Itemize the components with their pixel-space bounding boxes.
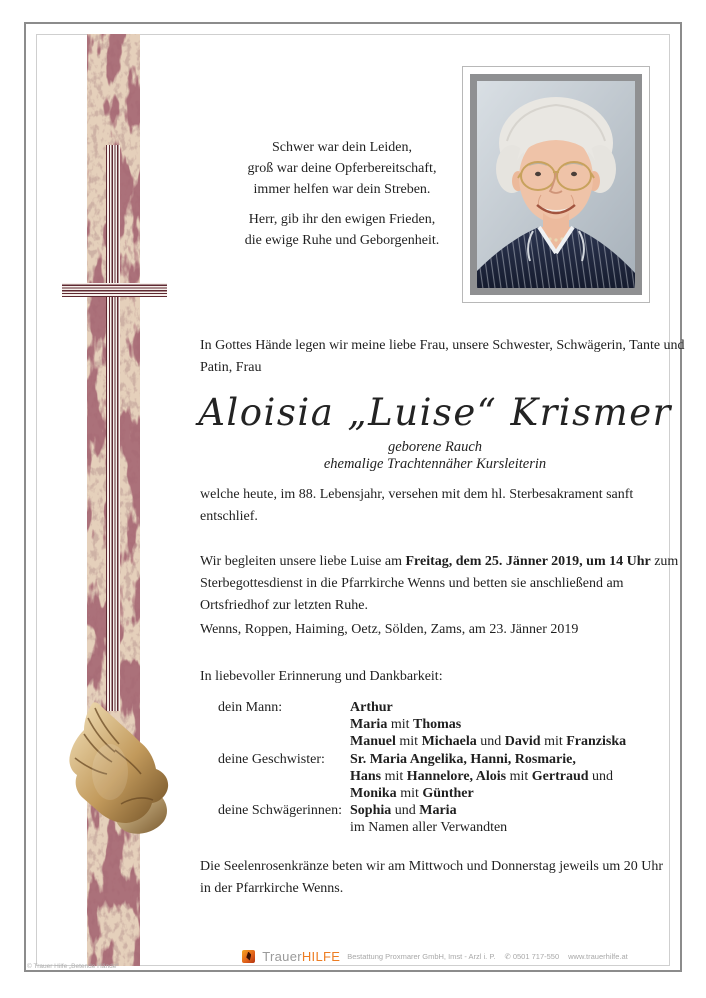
family-names: Sr. Maria Angelika, Hanni, Rosmarie, <box>350 751 576 767</box>
family-role-label <box>218 716 350 733</box>
trauerhilfe-logo-icon <box>242 950 255 963</box>
portrait-photo <box>462 66 650 303</box>
phone-number: 0501 717-550 <box>512 951 560 961</box>
family-names: Maria mit Thomas <box>350 717 462 733</box>
passing-text: welche heute, im 88. Lebensjahr, versehen mit dem hl. Sterbesakrament sanft entschlief. <box>200 487 634 524</box>
family-names: Monika mit Günther <box>350 786 474 802</box>
copyright-note: © Trauer Hilfe „Betende Hände“ <box>27 963 119 970</box>
footer-website: www.trauerhilfe.at <box>568 951 628 961</box>
intro-text: In Gottes Hände legen wir meine liebe Frau, unsere Schwester, Schwägerin, Tante und Patin, Frau <box>200 338 685 375</box>
maiden-name: geborene Rauch <box>387 439 483 455</box>
poem <box>232 137 452 251</box>
family-role-label: deine Schwägerinnen: <box>218 803 343 819</box>
poem-stanza-1: Schwer war dein Leiden, groß war deine Opferbereitschaft, immer helfen war dein Streben. <box>247 140 437 197</box>
family-row <box>218 716 673 733</box>
cross-horizontal-stripe <box>62 283 167 297</box>
places-date: Wenns, Roppen, Haiming, Oetz, Sölden, Zams, am 23. Jänner 2019 <box>200 622 579 637</box>
family-row <box>218 733 673 750</box>
family-role-label: dein Mann: <box>218 700 283 715</box>
deceased-name: Aloisia „Luise“ Krismer <box>198 391 672 434</box>
family-row <box>218 819 673 836</box>
trauerhilfe-logo <box>262 949 340 964</box>
footer-phone <box>504 952 559 961</box>
family-role-label <box>218 819 350 836</box>
family-row <box>218 699 673 716</box>
family-names: Hans mit Hannelore, Alois mit Gertraud und <box>350 768 614 784</box>
praying-hands-image <box>55 700 180 845</box>
family-row <box>218 768 673 785</box>
deceased-name-block <box>190 390 680 473</box>
remembrance-heading: In liebevoller Erinnerung und Dankbarkeit: <box>200 669 443 684</box>
footer-details <box>347 952 628 961</box>
poem-stanza-2: Herr, gib ihr den ewigen Frieden, die ewige Ruhe und Geborgenheit. <box>244 212 440 248</box>
cross-vertical-stripe <box>106 145 120 711</box>
family-role-label <box>218 768 350 785</box>
family-names: im Namen aller Verwandten <box>350 820 508 836</box>
footer <box>190 946 680 966</box>
family-row <box>218 802 673 819</box>
family-role-label <box>218 785 350 802</box>
rosary-text: Die Seelenrosenkränze beten wir am Mittwoch und Donnerstag jeweils um 20 Uhr in der Pfarrkirche Wenns. <box>200 859 664 896</box>
family-names: Arthur <box>350 700 393 715</box>
family-row <box>218 785 673 802</box>
family-names: Sophia und Maria <box>350 803 457 819</box>
brand-hilfe: HILFE <box>301 948 341 964</box>
brand-trauer: Trauer <box>262 948 302 964</box>
phone-icon: ✆ <box>504 951 511 961</box>
family-list <box>218 699 673 837</box>
photo-frame <box>470 74 642 295</box>
footer-company: Bestattung Proxmarer GmbH, Imst - Arzl i. P. <box>347 951 496 961</box>
funeral-text: Wir begleiten unsere liebe Luise am Freitag, dem 25. Jänner 2019, um 14 Uhr zum Sterbegottesdienst in die Pfarrkirche Wenns und betten sie anschließend am Ortsfriedhof zur letzten Ruhe. <box>200 554 679 613</box>
family-row <box>218 751 673 768</box>
profession: ehemalige Trachtennäher Kursleiterin <box>323 456 547 472</box>
family-role-label: deine Geschwister: <box>218 751 325 767</box>
family-names: Manuel mit Michaela und David mit Franziska <box>350 734 627 750</box>
family-role-label <box>218 733 350 750</box>
